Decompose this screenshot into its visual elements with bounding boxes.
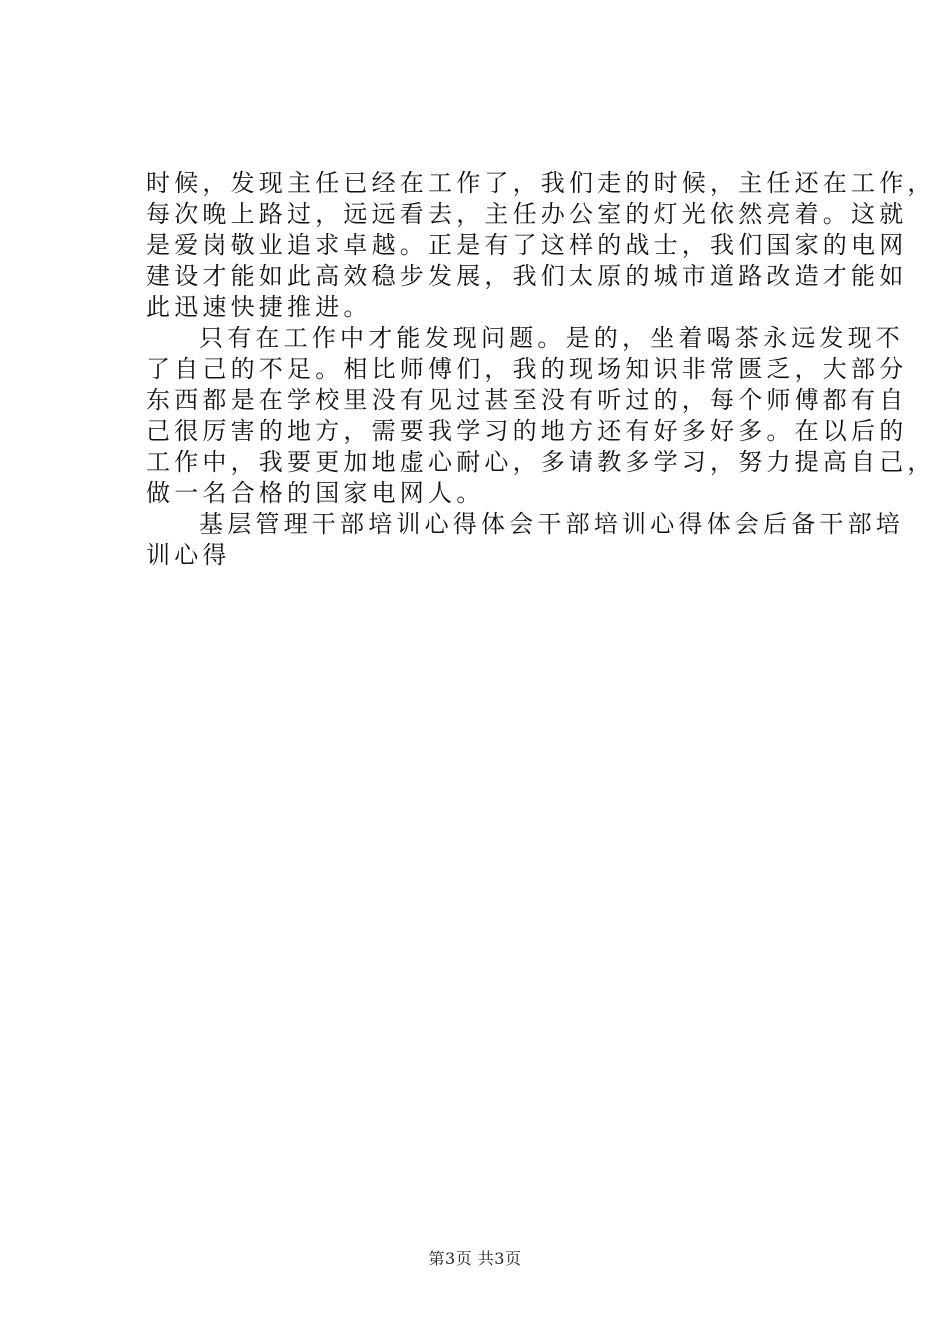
text-line: 做一名合格的国家电网人。 [146, 479, 485, 507]
text-line: 建设才能如此高效稳步发展，我们太原的城市道路改造才能如 [146, 262, 908, 290]
text-line: 己很厉害的地方，需要我学习的地方还有好多好多。在以后的 [146, 417, 908, 445]
text-line: 了自己的不足。相比师傅们，我的现场知识非常匮乏，大部分 [146, 355, 908, 383]
text-line: 每次晚上路过，远远看去，主任办公室的灯光依然亮着。这就 [146, 200, 908, 228]
text-line: 是爱岗敬业追求卓越。正是有了这样的战士，我们国家的电网 [146, 231, 908, 259]
paragraph-start-line: 基层管理干部培训心得体会干部培训心得体会后备干部培 [199, 510, 904, 538]
paragraph-start-line: 只有在工作中才能发现问题。是的，坐着喝茶永远发现不 [199, 324, 904, 352]
document-body [146, 168, 936, 571]
text-line: 工作中，我要更加地虚心耐心，多请教多学习，努力提高自己， [146, 448, 936, 476]
text-line: 时候，发现主任已经在工作了，我们走的时候，主任还在工作， [146, 169, 936, 197]
text-line: 训心得 [146, 541, 231, 569]
text-line: 此迅速快捷推进。 [146, 293, 372, 321]
page-number-footer: 第3页 共3页 [428, 1249, 522, 1268]
text-line: 东西都是在学校里没有见过甚至没有听过的，每个师傅都有自 [146, 386, 908, 414]
